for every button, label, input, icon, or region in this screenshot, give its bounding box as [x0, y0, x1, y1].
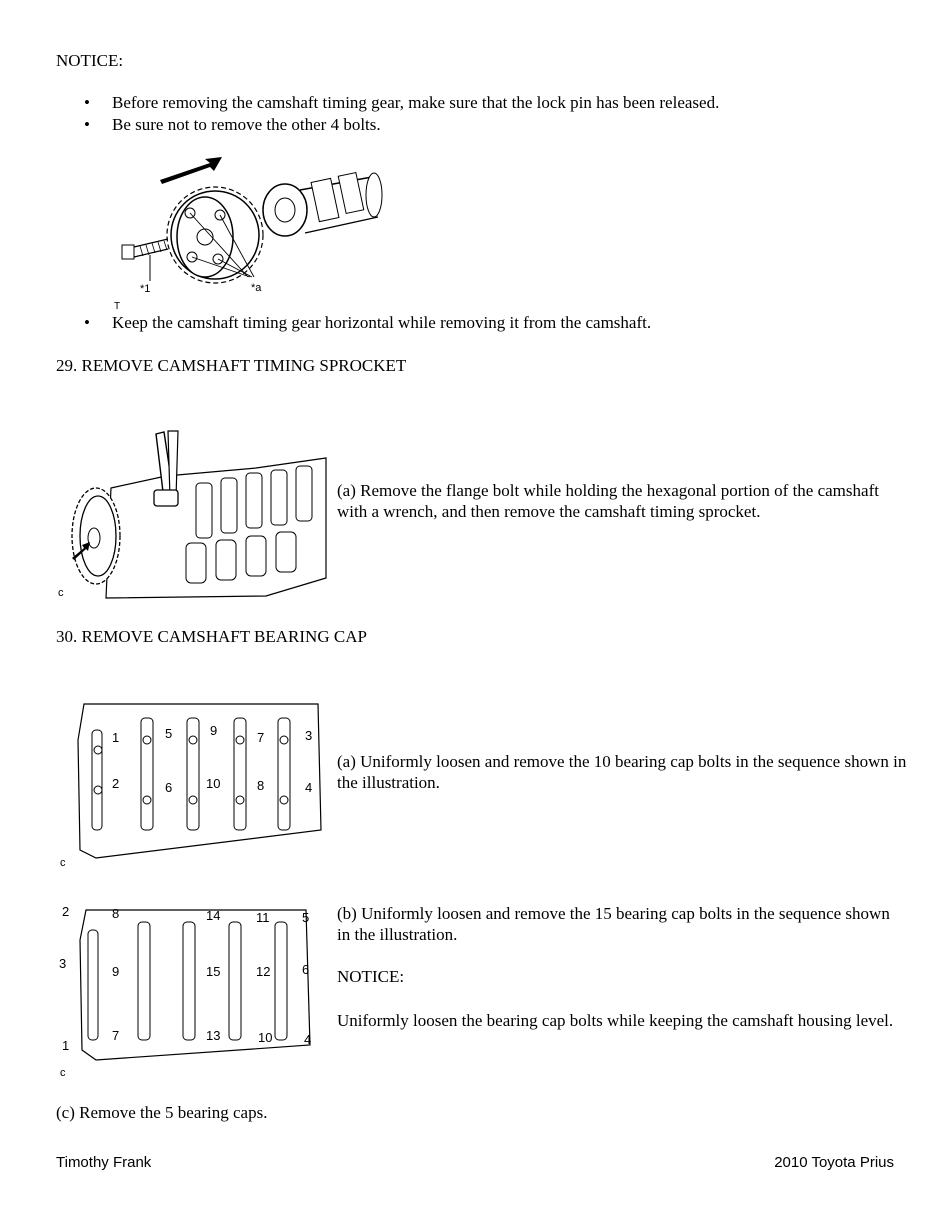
bolt-number-5: 5 [302, 910, 310, 925]
bearing-cap-15-bolt-figure [56, 900, 324, 1078]
bolt-number-9: 9 [112, 964, 120, 979]
bolt-number-15: 15 [206, 964, 221, 979]
footer-author: Timothy Frank [56, 1154, 152, 1171]
bolt-number-8: 8 [112, 906, 120, 921]
bolt-number-4: 4 [304, 1032, 312, 1047]
notice-bullet-2: • Be sure not to remove the other 4 bolts. [56, 114, 916, 136]
bolt-number-14: 14 [206, 908, 221, 923]
step-30-heading: 30. REMOVE CAMSHAFT BEARING CAP [56, 627, 367, 646]
timing-sprocket-figure [56, 428, 328, 600]
bolt-number-1: 1 [112, 730, 120, 745]
bolt-number-7: 7 [112, 1028, 120, 1043]
bolt-number-10: 10 [258, 1030, 273, 1045]
footer-vehicle: 2010 Toyota Prius [774, 1154, 894, 1171]
bolt-number-3: 3 [305, 728, 313, 743]
step-30b-instruction: (b) Uniformly loosen and remove the 15 bearing cap bolts in the sequence shown in the illustration. [337, 904, 890, 944]
notice-bullet-1: • Before removing the camshaft timing gear, make sure that the lock pin has been released. [56, 92, 916, 114]
bolt-number-8: 8 [257, 778, 265, 793]
figure-corner-mark: c [60, 857, 66, 868]
bolt-number-6: 6 [165, 780, 173, 795]
bullet-list-2 [56, 312, 916, 334]
step-30c-instruction: (c) Remove the 5 bearing caps. [56, 1103, 268, 1122]
bolt-number-9: 9 [210, 723, 218, 738]
bolt-number-7: 7 [257, 730, 265, 745]
bolt-number-2: 2 [62, 904, 70, 919]
bolt-number-11: 11 [256, 910, 270, 925]
step-30a-instruction: (a) Uniformly loosen and remove the 10 bearing cap bolts in the sequence shown in the illustration. [337, 752, 907, 792]
keep-horizontal-bullet: • Keep the camshaft timing gear horizontal while removing it from the camshaft. [56, 312, 916, 334]
bolt-number-13: 13 [206, 1028, 221, 1043]
figure-corner-mark: c [60, 1067, 66, 1078]
notice-label: NOTICE: [56, 51, 124, 70]
bolt-number-3: 3 [59, 956, 67, 971]
notice-bullet-list [56, 92, 916, 136]
bolt-number-2: 2 [112, 776, 120, 791]
bolt-number-6: 6 [302, 962, 310, 977]
removal-direction-arrow [160, 157, 222, 184]
step-29-instruction: (a) Remove the flange bolt while holding the hexagonal portion of the camshaft with a wrench, and then remove the camshaft timing sprocket. [337, 481, 879, 521]
bolt-number-10: 10 [206, 776, 221, 791]
step-29-heading: 29. REMOVE CAMSHAFT TIMING SPROCKET [56, 356, 407, 375]
figure-corner-mark: T [114, 301, 121, 312]
camshaft-timing-gear-figure [110, 155, 400, 313]
bolt-number-1: 1 [62, 1038, 70, 1053]
bolt-callout-label: *1 [140, 283, 151, 295]
step-30b-notice-label: NOTICE: [337, 967, 405, 986]
bolt-number-5: 5 [165, 726, 173, 741]
figure-corner-mark: c [58, 587, 64, 599]
step-30b-notice-text: Uniformly loosen the bearing cap bolts while keeping the camshaft housing level. [337, 1011, 894, 1030]
bolt-number-4: 4 [305, 780, 313, 795]
bolt-number-12: 12 [256, 964, 271, 979]
bearing-cap-10-bolt-figure [56, 700, 324, 868]
bolt-group-callout-label: *a [251, 282, 262, 294]
